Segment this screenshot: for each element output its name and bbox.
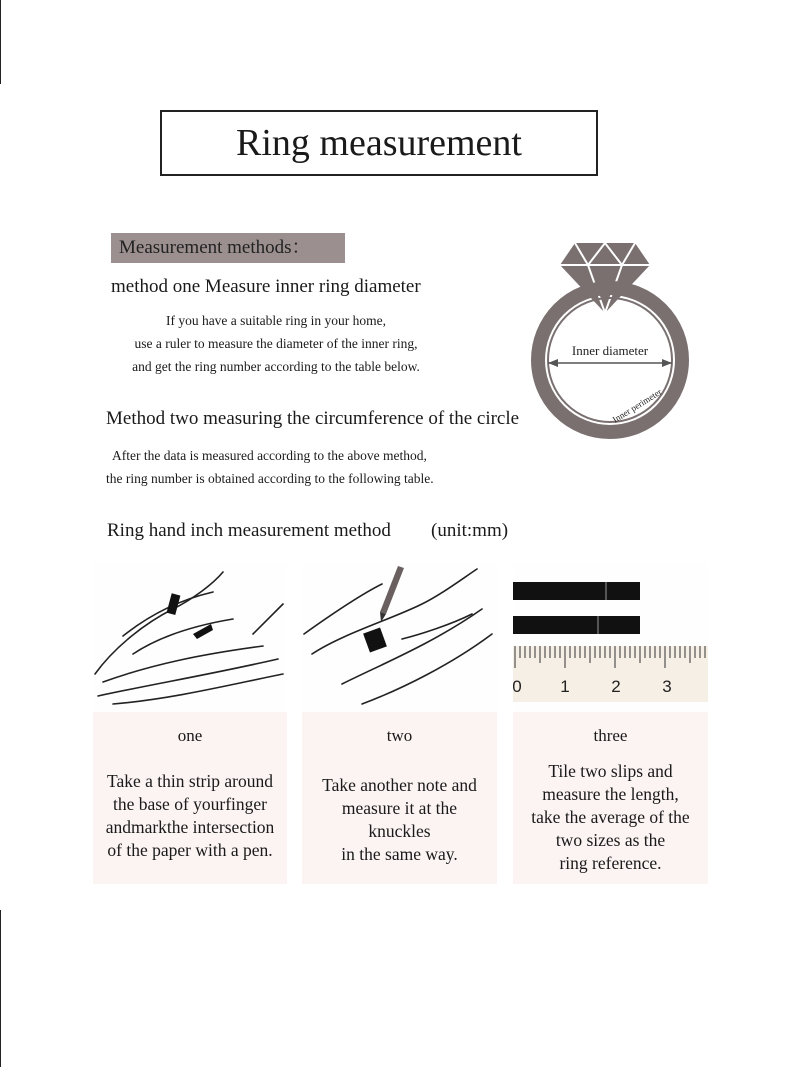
ring-diagram bbox=[520, 235, 700, 445]
hand-strip-icon bbox=[93, 564, 287, 712]
step-line: measure it at the bbox=[341, 798, 458, 818]
page-title-text: Ring measurement bbox=[236, 122, 522, 164]
step-line: the base of yourfinger bbox=[112, 794, 268, 814]
hand-pen-icon bbox=[302, 564, 497, 712]
ring-inner-line bbox=[548, 298, 672, 422]
method-one-heading: method one Measure inner ring diameter bbox=[111, 276, 421, 297]
arrow-head-right-icon bbox=[662, 359, 672, 367]
step-card-three bbox=[513, 712, 708, 884]
step-description bbox=[302, 774, 497, 866]
strip-mark-1 bbox=[605, 582, 607, 600]
method-two-text bbox=[106, 444, 434, 490]
step-line: take the average of the bbox=[531, 807, 690, 827]
method-two-heading: Method two measuring the circumference of the circle bbox=[106, 408, 520, 429]
ruler-tick-label: 1 bbox=[560, 677, 570, 696]
step-line: measure the length, bbox=[542, 784, 679, 804]
arrow-head-left-icon bbox=[548, 359, 558, 367]
step-number: two bbox=[386, 726, 413, 745]
step-line: in the same way. bbox=[341, 844, 458, 864]
method-two-line: the ring number is obtained according to the following table. bbox=[106, 471, 434, 486]
step-number: one bbox=[177, 726, 203, 745]
step-card-one bbox=[93, 712, 287, 884]
paper-strip-2 bbox=[513, 616, 640, 634]
ruler-ticks bbox=[513, 646, 708, 702]
illustration-pen-marking bbox=[302, 564, 497, 712]
step-description bbox=[93, 770, 287, 862]
step-line: of the paper with a pen. bbox=[107, 840, 273, 860]
illustration-strips-ruler bbox=[513, 564, 708, 712]
left-edge-line-bottom bbox=[0, 910, 1, 1067]
section-label: Measurement methods： bbox=[111, 233, 345, 263]
inner-diameter-label: Inner diameter bbox=[571, 343, 649, 358]
step-line: Tile two slips and bbox=[548, 761, 673, 781]
step-number: three bbox=[593, 726, 628, 745]
step-line: two sizes as the bbox=[555, 830, 666, 850]
method-one-line: use a ruler to measure the diameter of the inner ring, bbox=[134, 336, 418, 351]
ruler-tick-label: 2 bbox=[611, 677, 621, 696]
step-line: Take another note and bbox=[322, 775, 477, 795]
step-card-two bbox=[302, 712, 497, 884]
hand-method-heading: Ring hand inch measurement method bbox=[107, 520, 391, 541]
inner-perimeter-label: Inner perimeter bbox=[610, 386, 664, 425]
unit-label: (unit:mm) bbox=[431, 520, 509, 541]
illustration-strip-around-finger bbox=[93, 564, 287, 712]
paper-strip-1 bbox=[513, 582, 640, 600]
method-two-line: After the data is measured according to the above method, bbox=[112, 448, 427, 463]
ruler bbox=[513, 646, 708, 702]
page-title bbox=[160, 110, 598, 176]
ruler-tick-label: 3 bbox=[662, 677, 672, 696]
method-one-line: If you have a suitable ring in your home, bbox=[165, 313, 387, 328]
strip-mark-2 bbox=[597, 616, 599, 634]
method-one-line: and get the ring number according to the table below. bbox=[132, 359, 420, 374]
step-line: ring reference. bbox=[559, 853, 662, 873]
ring-band bbox=[538, 288, 682, 432]
step-line: knuckles bbox=[368, 821, 431, 841]
step-line: Take a thin strip around bbox=[107, 771, 273, 791]
ruler-tick-label: 0 bbox=[513, 677, 522, 696]
left-edge-line-top bbox=[0, 0, 1, 84]
step-description bbox=[513, 760, 708, 875]
step-line: andmarkthe intersection bbox=[105, 817, 275, 837]
method-one-text bbox=[110, 309, 442, 378]
